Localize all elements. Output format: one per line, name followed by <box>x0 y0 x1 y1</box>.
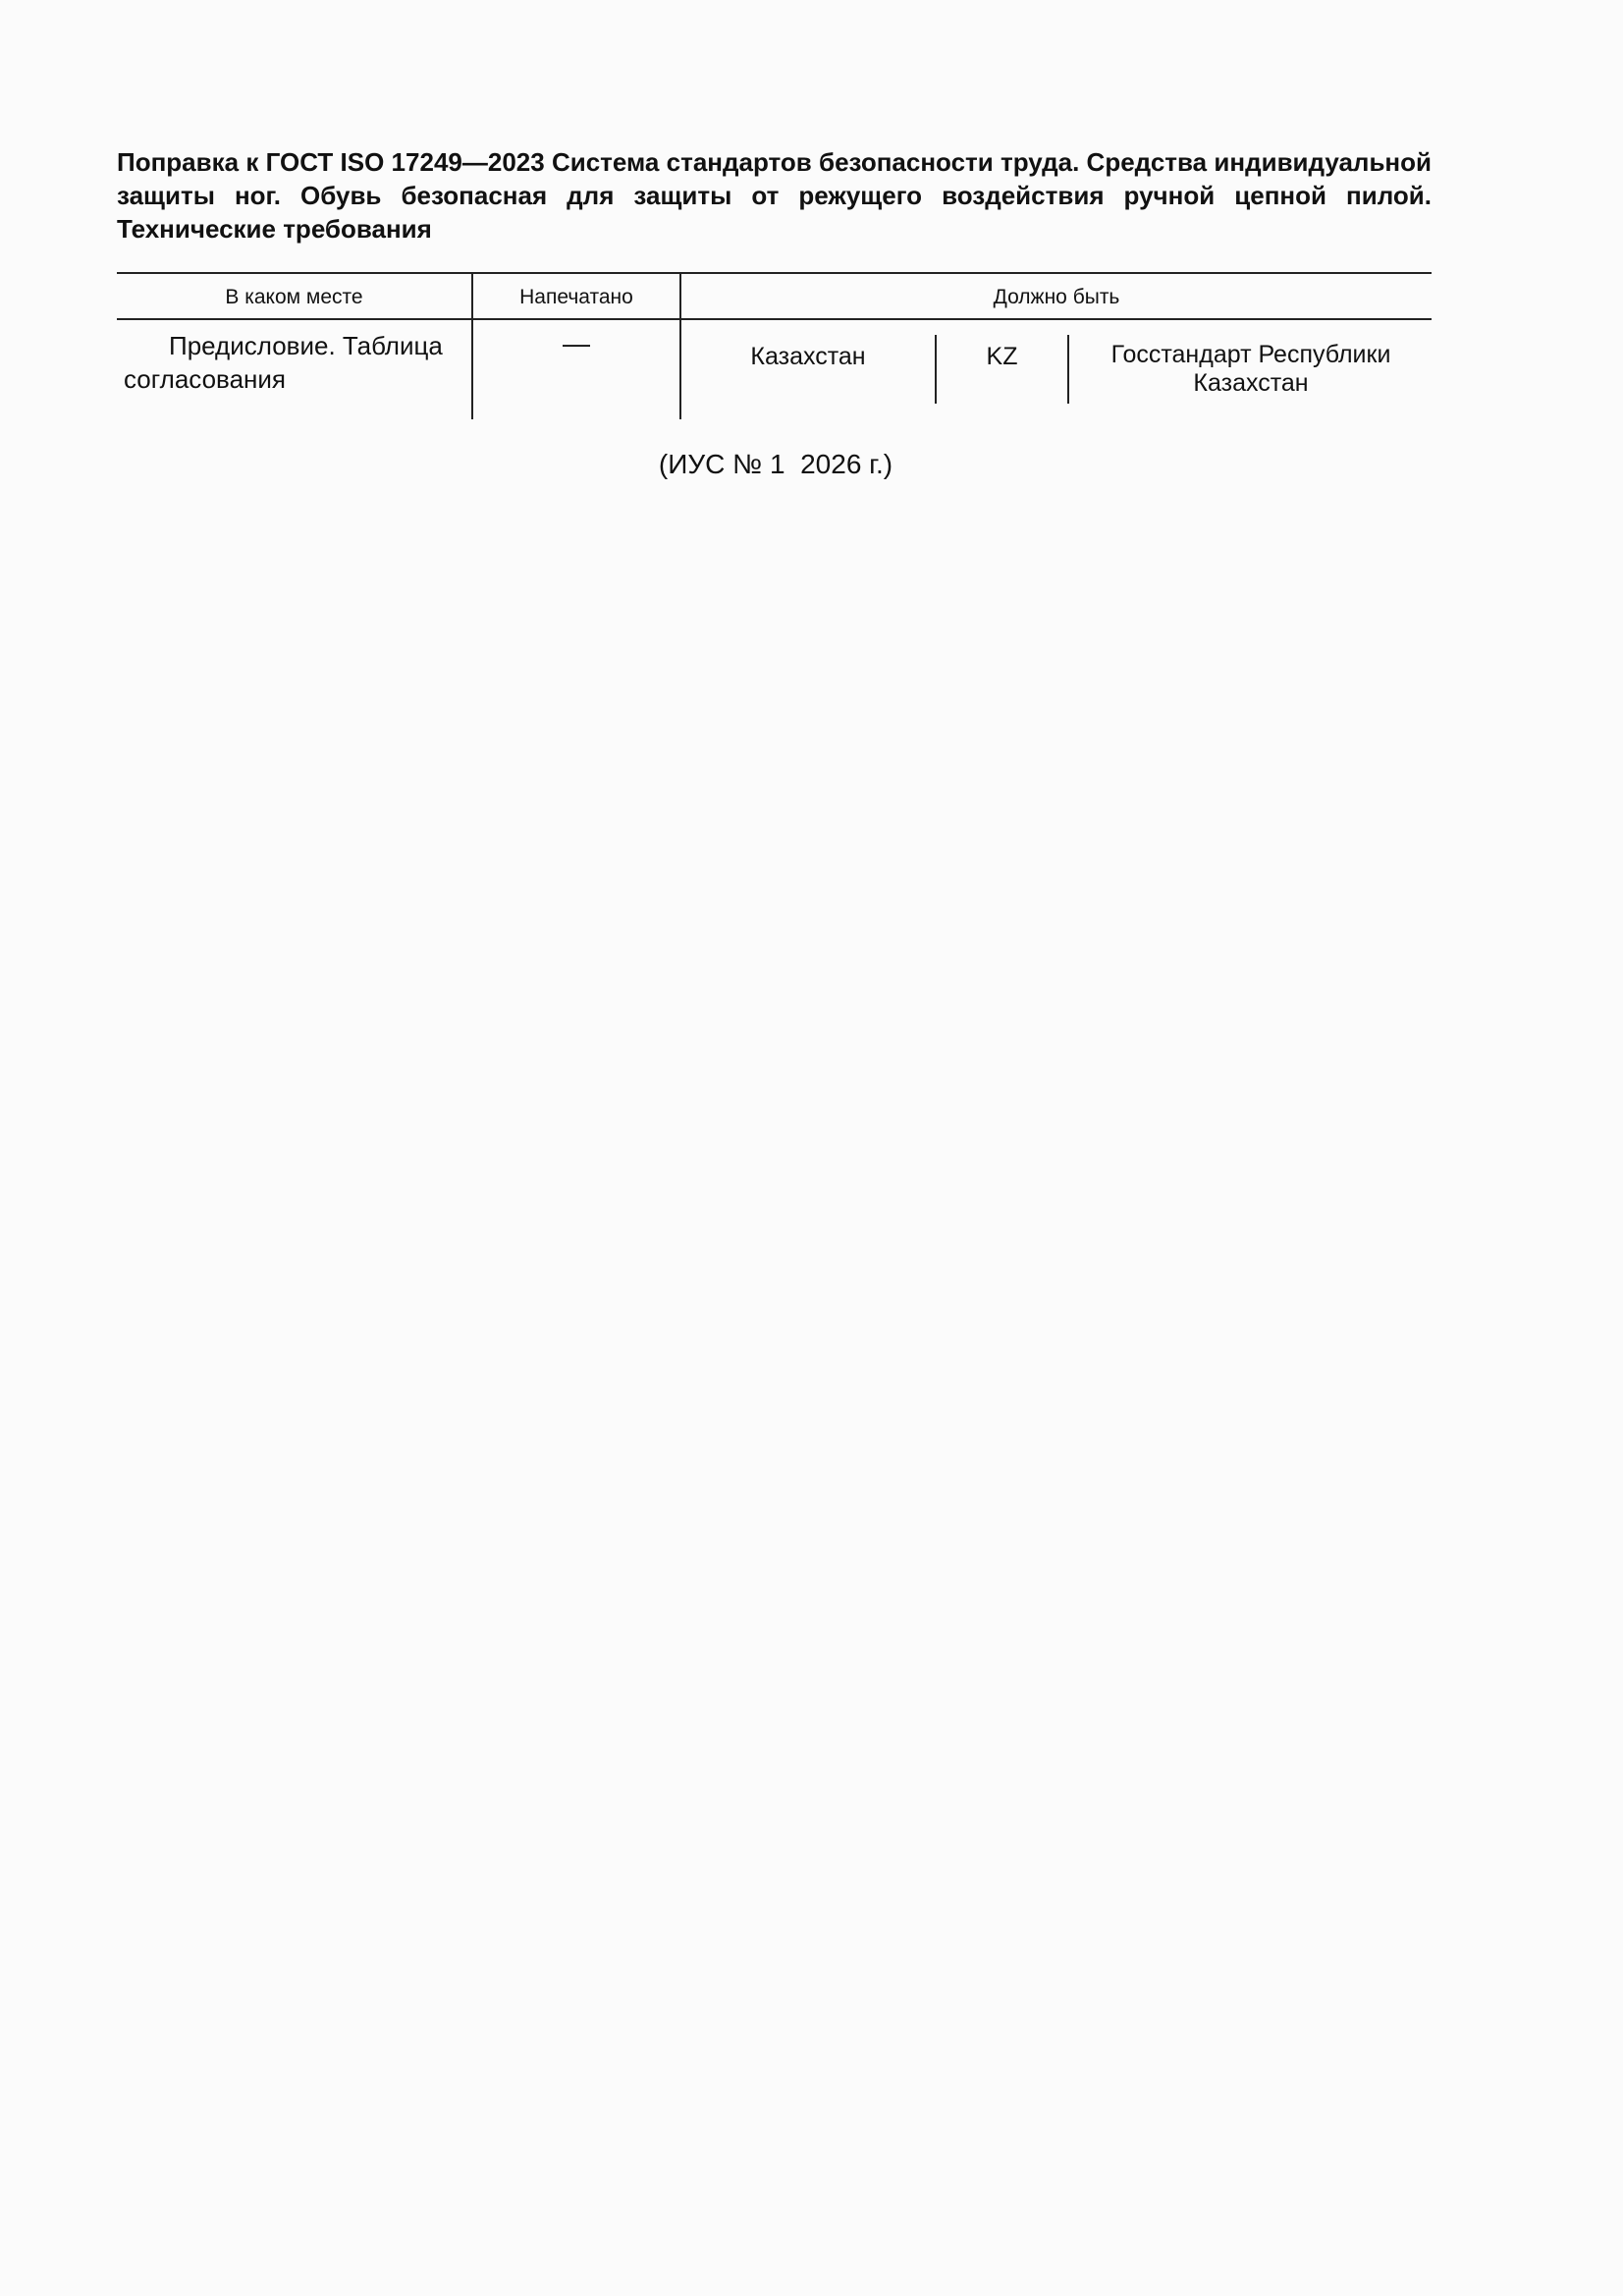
header-printed: Напечатано <box>519 286 633 308</box>
ius-note: (ИУС № 1 2026 г.) <box>658 449 893 479</box>
table-top-rule <box>117 272 1432 274</box>
header-where: В каком месте <box>225 286 363 308</box>
table-header-rule <box>117 318 1432 320</box>
row-code: KZ <box>986 343 1018 370</box>
row-printed: — <box>563 328 590 358</box>
correction-table <box>117 272 1432 419</box>
row-country: Казахстан <box>750 343 866 370</box>
document-title: Поправка к ГОСТ ISO 17249—2023 Система стандартов безопасности труда. Средства индивидуальной защиты ног. Обувь безопасная для защиты от режущего воздействия ручной цепной пилой. Технические требования <box>117 147 1432 244</box>
column-divider-code <box>1067 335 1069 404</box>
header-should-be: Должно быть <box>993 286 1120 308</box>
row-agency: Госстандарт Республики Казахстан <box>1110 341 1391 397</box>
row-where: Предисловие. Таблица согласования <box>124 331 443 394</box>
